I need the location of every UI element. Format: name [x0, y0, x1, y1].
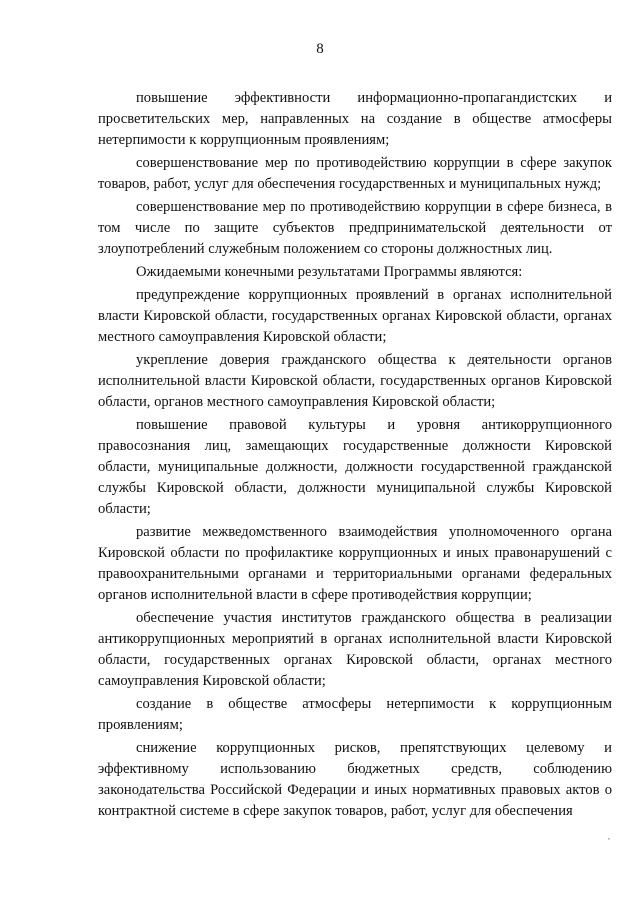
paragraph-3: совершенствование мер по противодействию коррупции в сфере бизнеса, в том числе по защите субъектов предпринимательской деятельности от злоупотреблений служебным положением со стороны должностных лиц.: [98, 199, 612, 257]
paragraph-5: предупреждение коррупционных проявлений в органах исполнительной власти Кировской области, государственных органах Кировской области, органах местного самоуправления Кировской области;: [98, 287, 612, 345]
document-body: [98, 88, 612, 824]
paragraph-10: создание в обществе атмосферы нетерпимости к коррупционным проявлениям;: [98, 696, 612, 733]
paragraph-8: развитие межведомственного взаимодействия уполномоченного органа Кировской области по профилактике коррупционных и иных правонарушений с правоохранительными органами и территориальными органами федеральных органов исполнительной власти в сфере противодействия коррупции;: [98, 524, 612, 603]
paragraph-7: повышение правовой культуры и уровня антикоррупционного правосознания лиц, замещающих государственные должности Кировской области, муниципальные должности, должности государственной гражданской службы Кировской области, должности муниципальной службы Кировской области;: [98, 417, 612, 517]
paragraph-9: обеспечение участия институтов гражданского общества в реализации антикоррупционных мероприятий в органах исполнительной власти Кировской области, государственных органах Кировской области, органах местного самоуправления Кировской области;: [98, 610, 612, 689]
scan-mark: ,: [608, 832, 610, 841]
paragraph-2: совершенствование мер по противодействию коррупции в сфере закупок товаров, работ, услуг для обеспечения государственных и муниципальных нужд;: [98, 155, 612, 192]
page-number: 8: [316, 41, 324, 57]
paragraph-4: Ожидаемыми конечными результатами Программы являются:: [136, 264, 523, 280]
paragraph-1: повышение эффективности информационно-пропагандистских и просветительских мер, направленных на создание в обществе атмосферы нетерпимости к коррупционным проявлениям;: [98, 90, 612, 148]
paragraph-6: укрепление доверия гражданского общества к деятельности органов исполнительной власти Кировской области, государственных органов Кировской области, органов местного самоуправления Кировской области;: [98, 352, 612, 410]
paragraph-11: снижение коррупционных рисков, препятствующих целевому и эффективному использованию бюджетных средств, соблюдению законодательства Российской Федерации и иных нормативных правовых актов о контрактной системе в сфере закупок товаров, работ, услуг для обеспечения: [98, 740, 612, 819]
